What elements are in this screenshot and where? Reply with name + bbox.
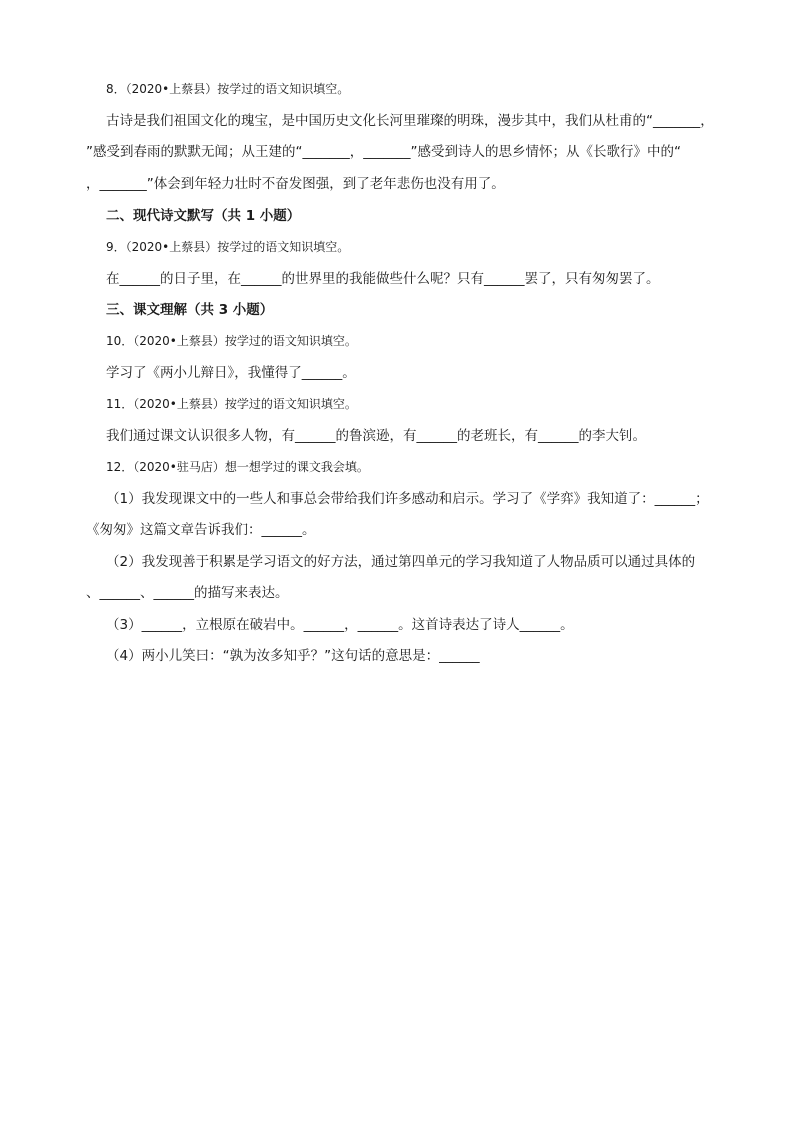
q10-header: 10．（2020•上蔡县）按学过的语文知识填空。 <box>106 334 357 348</box>
q12-part2-line-1: （2）我发现善于积累是学习语文的好方法，通过第四单元的学习我知道了人物品质可以通过具体的 <box>106 554 696 570</box>
q12-part4: （4）两小儿笑曰：“孰为汝多知乎？”这句话的意思是：______ <box>106 648 480 664</box>
q9-header: 9．（2020•上蔡县）按学过的语文知识填空。 <box>106 240 350 254</box>
section-2-title: 二、现代诗文默写（共 1 小题） <box>106 208 301 224</box>
q12-part3: （3）______，立根原在破岩中。______，______。这首诗表达了诗人______。 <box>106 617 574 633</box>
q8-body-line-3: ，_______”体会到年轻力壮时不奋发图强，到了老年悲伤也没有用了。 <box>86 176 505 192</box>
q12-part1-line-2: 《匆匆》这篇文章告诉我们：______。 <box>86 522 316 538</box>
q11-header: 11．（2020•上蔡县）按学过的语文知识填空。 <box>106 397 357 411</box>
q8-body-line-1: 古诗是我们祖国文化的瑰宝，是中国历史文化长河里璀璨的明珠，漫步其中，我们从杜甫的“_______， <box>106 113 714 129</box>
section-3-title: 三、课文理解（共 3 小题） <box>106 302 274 318</box>
q10-body: 学习了《两小儿辩日》，我懂得了______。 <box>106 365 356 381</box>
q12-part1-line-1: （1）我发现课文中的一些人和事总会带给我们许多感动和启示。学习了《学弈》我知道了：______； <box>106 491 709 507</box>
q12-header: 12．（2020•驻马店）想一想学过的课文我会填。 <box>106 460 369 474</box>
q11-body: 我们通过课文认识很多人物，有______的鲁滨逊，有______的老班长，有______的李大钊。 <box>106 428 646 444</box>
q12-part2-line-2: 、______、______的描写来表达。 <box>86 585 289 601</box>
q8-body-line-2: ”感受到春雨的默默无闻；从王建的“_______，_______”感受到诗人的思乡情怀；从《长歌行》中的“ <box>86 144 681 160</box>
q8-header: 8．（2020•上蔡县）按学过的语文知识填空。 <box>106 82 350 96</box>
q9-body: 在______的日子里，在______的世界里的我能做些什么呢？只有______罢了，只有匆匆罢了。 <box>106 271 660 287</box>
